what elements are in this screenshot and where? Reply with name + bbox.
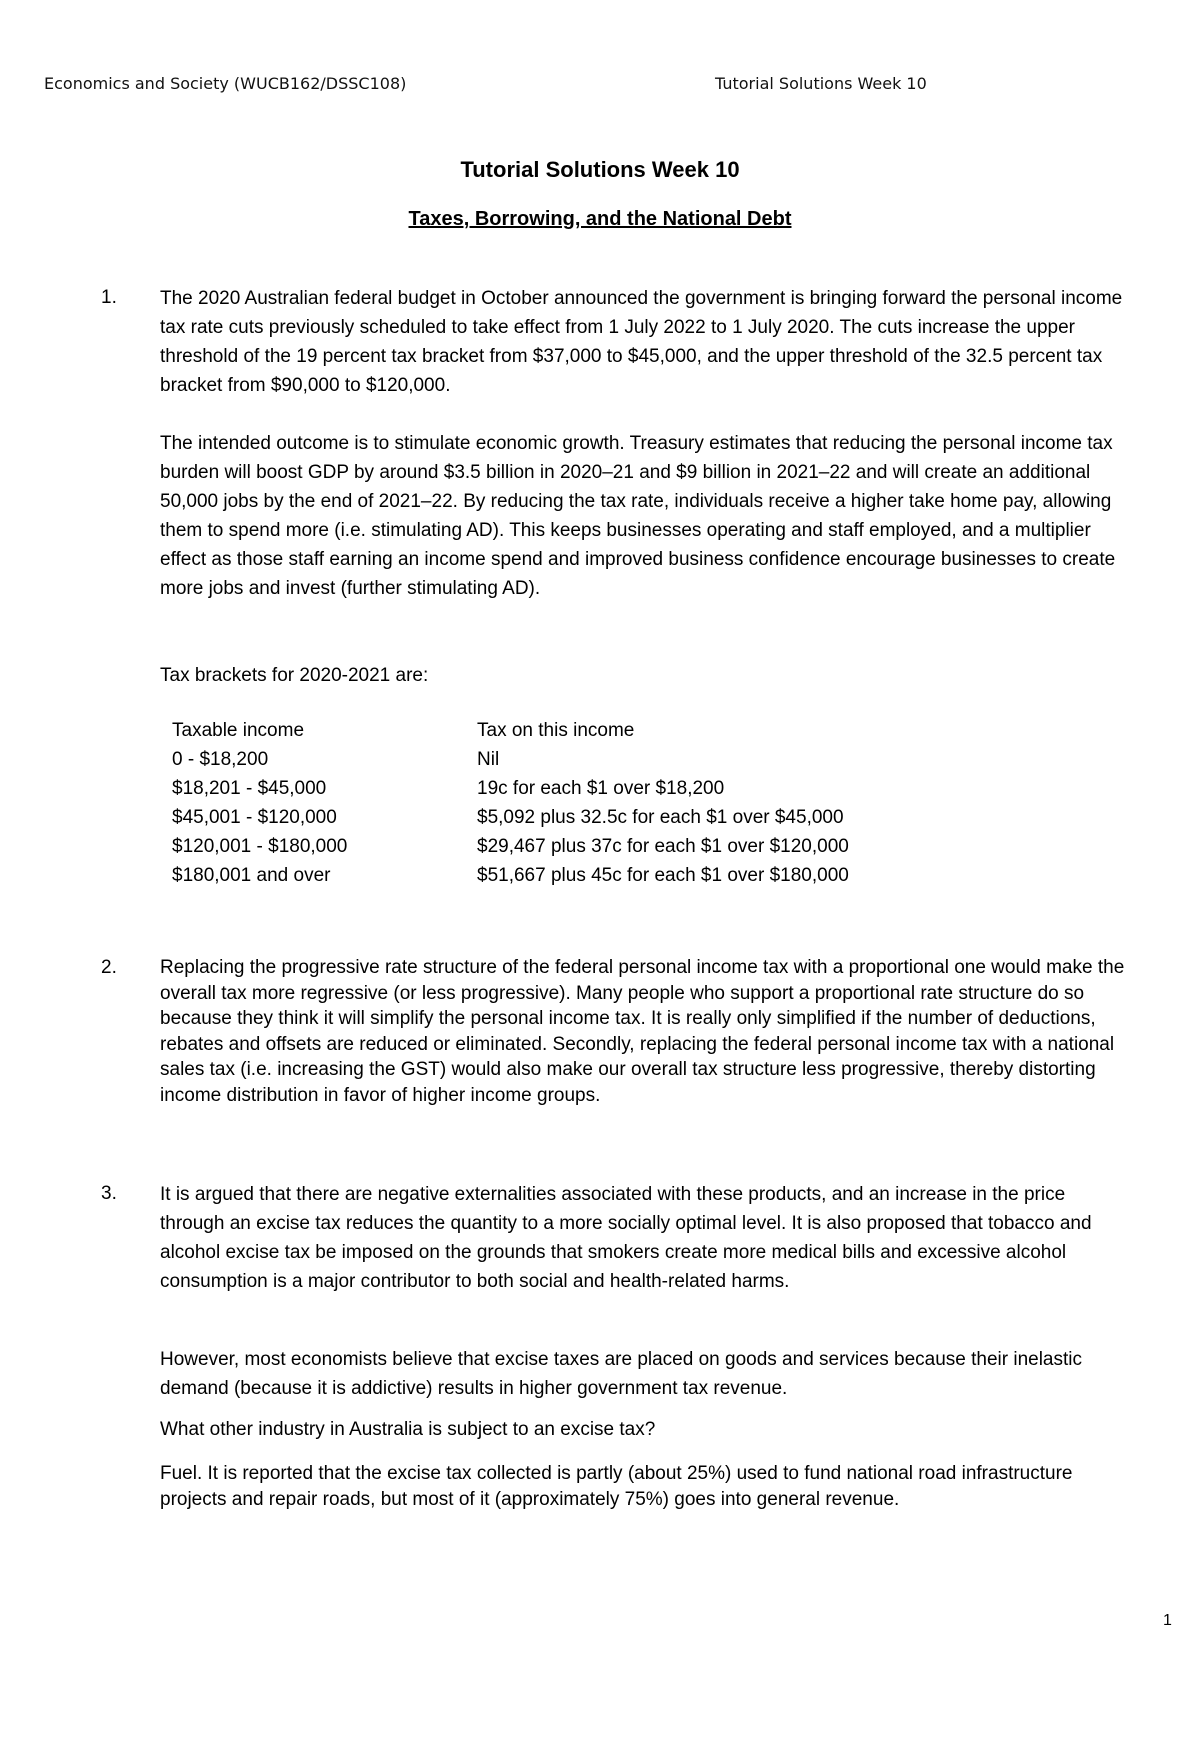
header-course-title: Economics and Society (WUCB162/DSSC108) (44, 74, 407, 93)
table-header-row (172, 720, 849, 749)
table-cell-tax: Nil (477, 749, 500, 770)
question-2-paragraph-1: Replacing the progressive rate structure of the federal personal income tax with a proportional one would make the overall tax more regressive (or less progressive). Many people who support a proportional rate structure do so because they think it will simplify the personal income tax. It is really only simplified if the number of deductions, rebates and offsets are reduced or eliminated. Secondly, replacing the federal personal income tax with a national sales tax (i.e. increasing the GST) would also make our overall tax structure less progressive, thereby distorting income distribution in favor of higher income groups. (160, 957, 1125, 1106)
question-3-paragraph-4: Fuel. It is reported that the excise tax collected is partly (about 25%) used to fund national road infrastructure projects and repair roads, but most of it (approximately 75%) goes into general revenue. (160, 1463, 1073, 1510)
table-cell-income: $180,001 and over (172, 865, 331, 886)
table-cell-income: $120,001 - $180,000 (172, 836, 348, 857)
header-document-title: Tutorial Solutions Week 10 (715, 74, 927, 93)
question-3-paragraph-2: However, most economists believe that excise taxes are placed on goods and services because their inelastic demand (because it is addictive) results in higher government tax revenue. (160, 1349, 1082, 1399)
table-row (172, 836, 849, 865)
table-cell-income: $18,201 - $45,000 (172, 778, 327, 799)
table-cell-tax: $29,467 plus 37c for each $1 over $120,000 (477, 836, 849, 857)
column-header-tax-on-income: Tax on this income (477, 720, 635, 741)
question-3-paragraph-3: What other industry in Australia is subject to an excise tax? (160, 1419, 656, 1440)
question-1-paragraph-1: The 2020 Australian federal budget in October announced the government is bringing forward the personal income tax rate cuts previously scheduled to take effect from 1 July 2022 to 1 July 2020. The cuts increase the upper threshold of the 19 percent tax bracket from $37,000 to $45,000, and the upper threshold of the 32.5 percent tax bracket from $90,000 to $120,000. (160, 288, 1123, 396)
page-title: Tutorial Solutions Week 10 (460, 157, 740, 182)
question-1-paragraph-3: Tax brackets for 2020-2021 are: (160, 665, 429, 686)
question-2-number: 2. (101, 957, 117, 978)
page-number: 1 (1163, 1612, 1172, 1629)
table-row (172, 865, 849, 894)
question-1-number: 1. (101, 287, 117, 308)
table-row (172, 749, 849, 778)
table-cell-tax: $51,667 plus 45c for each $1 over $180,000 (477, 865, 849, 886)
question-3-paragraph-1: It is argued that there are negative externalities associated with these products, and an increase in the price through an excise tax reduces the quantity to a more socially optimal level. It is also proposed that tobacco and alcohol excise tax be imposed on the grounds that smokers create more medical bills and excessive alcohol consumption is a major contributor to both social and health-related harms. (160, 1184, 1092, 1292)
table-cell-tax: $5,092 plus 32.5c for each $1 over $45,000 (477, 807, 844, 828)
question-1-paragraph-2: The intended outcome is to stimulate economic growth. Treasury estimates that reducing the personal income tax burden will boost GDP by around $3.5 billion in 2020–21 and $9 billion in 2021–22 and will create an additional 50,000 jobs by the end of 2021–22. By reducing the tax rate, individuals receive a higher take home pay, allowing them to spend more (i.e. stimulating AD). This keeps businesses operating and staff employed, and a multiplier effect as those staff earning an income spend and improved business confidence encourage businesses to create more jobs and invest (further stimulating AD). (160, 433, 1116, 599)
question-3-number: 3. (101, 1183, 117, 1204)
column-header-taxable-income: Taxable income (172, 720, 305, 741)
table-cell-income: 0 - $18,200 (172, 749, 269, 770)
tax-brackets-table (172, 720, 849, 894)
table-cell-tax: 19c for each $1 over $18,200 (477, 778, 725, 799)
table-cell-income: $45,001 - $120,000 (172, 807, 337, 828)
table-row (172, 778, 849, 807)
page-subtitle: Taxes, Borrowing, and the National Debt (408, 208, 792, 230)
table-row (172, 807, 849, 836)
